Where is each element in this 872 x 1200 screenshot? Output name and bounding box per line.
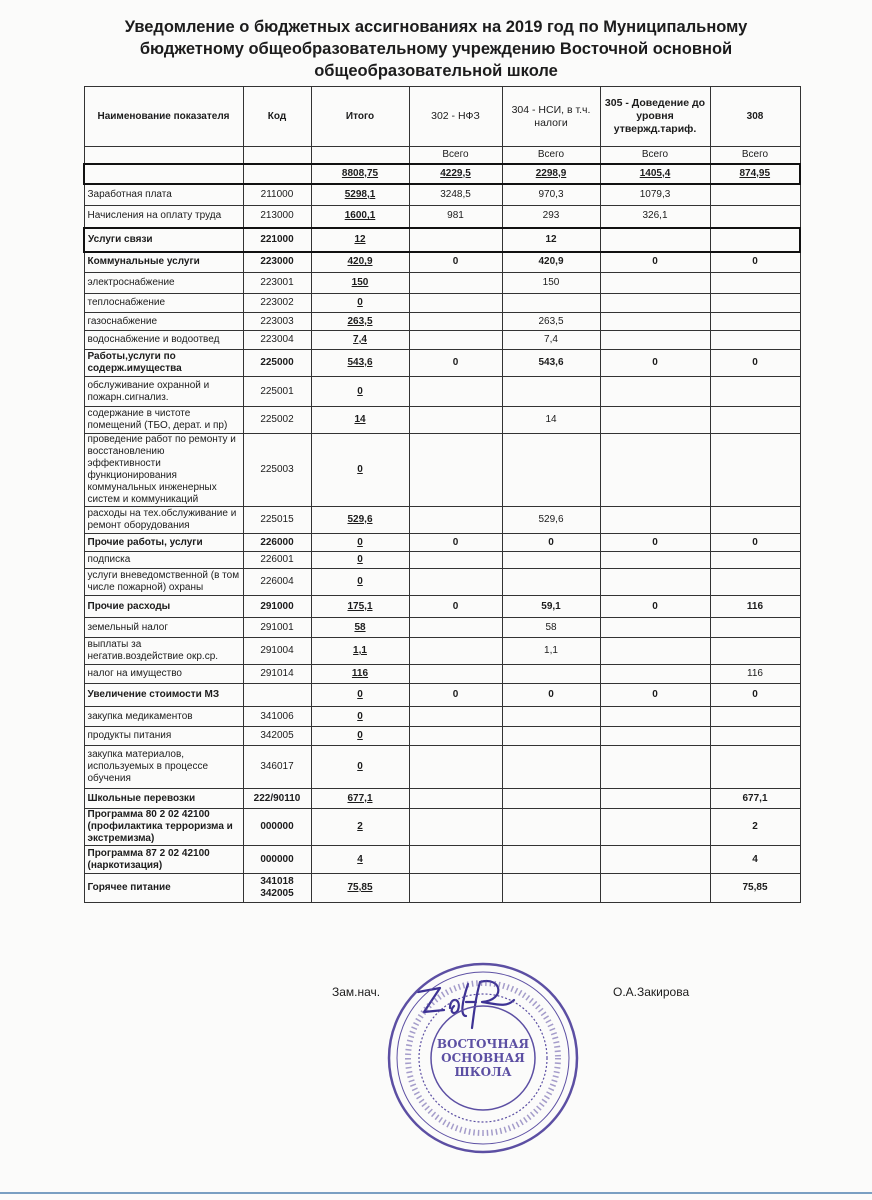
cell-c302: 981 [409,206,502,228]
cell-code: 223002 [243,294,311,313]
cell-c308 [710,727,800,746]
cell-c308 [710,228,800,252]
totals-total: 8808,75 [311,164,409,184]
cell-c308 [710,377,800,407]
cell-c302 [409,874,502,903]
cell-c305: 0 [600,684,710,707]
cell-c304: 1,1 [502,638,600,665]
cell-c305 [600,846,710,874]
stamp-line-2: ОСНОВНАЯ [441,1051,525,1065]
cell-c302: 0 [409,252,502,273]
signatory-name: О.А.Закирова [613,985,690,999]
header-name: Наименование показателя [84,87,243,147]
cell-total: 420,9 [311,252,409,273]
cell-c302 [409,789,502,809]
cell-c305 [600,331,710,350]
cell-name: Начисления на оплату труда [84,206,243,228]
cell-name: Увеличение стоимости МЗ [84,684,243,707]
table-row [84,184,800,206]
cell-name: расходы на тех.обслуживание и ремонт оборудования [84,507,243,534]
cell-name: Школьные перевозки [84,789,243,809]
cell-code: 000000 [243,809,311,846]
stamp-line-3: ШКОЛА [454,1065,512,1079]
cell-c302 [409,809,502,846]
cell-total: 5298,1 [311,184,409,206]
table-row [84,874,800,903]
cell-c305 [600,618,710,638]
table-row [84,707,800,727]
cell-c308 [710,206,800,228]
cell-code: 225003 [243,434,311,507]
cell-name: подписка [84,552,243,569]
cell-name: Заработная плата [84,184,243,206]
cell-code: 225015 [243,507,311,534]
cell-code: 213000 [243,206,311,228]
subheader-304: Всего [502,147,600,164]
cell-code: 226004 [243,569,311,596]
cell-name: закупка материалов, используемых в процессе обучения [84,746,243,789]
cell-c304 [502,294,600,313]
table-row [84,313,800,331]
cell-c304 [502,552,600,569]
cell-code: 346017 [243,746,311,789]
cell-total: 0 [311,746,409,789]
cell-code: 291000 [243,596,311,618]
cell-c305 [600,569,710,596]
cell-name: водоснабжение и водоотвед [84,331,243,350]
title-line-3: общеобразовательной школе [314,62,558,80]
table-row [84,377,800,407]
cell-total: 0 [311,552,409,569]
cell-total: 263,5 [311,313,409,331]
cell-c305 [600,746,710,789]
cell-total: 4 [311,846,409,874]
cell-total: 0 [311,707,409,727]
totals-308: 874,95 [710,164,800,184]
cell-total: 1,1 [311,638,409,665]
table-row [84,569,800,596]
cell-name: Прочие работы, услуги [84,534,243,552]
cell-code [243,684,311,707]
totals-name [84,164,243,184]
cell-name: проведение работ по ремонту и восстановлению эффективности функционирования коммунальных инженерных систем и коммуникаций [84,434,243,507]
totals-305: 1405,4 [600,164,710,184]
cell-c305 [600,707,710,727]
cell-total: 0 [311,569,409,596]
cell-c308: 75,85 [710,874,800,903]
cell-c308 [710,746,800,789]
cell-c305 [600,273,710,294]
cell-c305 [600,407,710,434]
table-row [84,809,800,846]
cell-c308 [710,313,800,331]
cell-name: земельный налог [84,618,243,638]
cell-c305: 0 [600,252,710,273]
cell-c302: 3248,5 [409,184,502,206]
budget-table [83,86,801,903]
cell-c304: 529,6 [502,507,600,534]
cell-c305 [600,727,710,746]
header-304: 304 - НСИ, в т.ч. налоги [502,87,600,147]
cell-c305: 0 [600,534,710,552]
cell-name: выплаты за негатив.воздействие окр.ср. [84,638,243,665]
cell-c308 [710,434,800,507]
cell-c305: 1079,3 [600,184,710,206]
cell-c302: 0 [409,596,502,618]
cell-c308 [710,552,800,569]
cell-c304: 0 [502,534,600,552]
cell-total: 2 [311,809,409,846]
cell-c305 [600,552,710,569]
cell-name: Услуги связи [84,228,243,252]
table-row [84,638,800,665]
cell-c304: 12 [502,228,600,252]
table-row [84,846,800,874]
table-row [84,273,800,294]
cell-c308 [710,638,800,665]
subheader-305: Всего [600,147,710,164]
cell-c302: 0 [409,534,502,552]
cell-c305 [600,377,710,407]
cell-c302 [409,228,502,252]
cell-code: 223000 [243,252,311,273]
cell-c302 [409,746,502,789]
totals-code [243,164,311,184]
table-row [84,331,800,350]
cell-c302 [409,665,502,684]
table-row [84,206,800,228]
cell-total: 543,6 [311,350,409,377]
cell-c304 [502,809,600,846]
cell-c302 [409,434,502,507]
cell-c304: 14 [502,407,600,434]
cell-c304: 58 [502,618,600,638]
cell-code: 291001 [243,618,311,638]
cell-c308: 4 [710,846,800,874]
cell-c302 [409,273,502,294]
cell-c304: 0 [502,684,600,707]
cell-c304 [502,846,600,874]
cell-name: услуги вневедомственной (в том числе пожарной) охраны [84,569,243,596]
cell-total: 7,4 [311,331,409,350]
cell-c302 [409,331,502,350]
cell-c302 [409,294,502,313]
subheader-302: Всего [409,147,502,164]
table-row [84,789,800,809]
totals-row [84,164,800,184]
table-row [84,596,800,618]
cell-c308 [710,273,800,294]
cell-name: Коммунальные услуги [84,252,243,273]
cell-c304: 970,3 [502,184,600,206]
cell-code: 222/90110 [243,789,311,809]
scan-edge-line [0,1192,872,1194]
cell-total: 0 [311,534,409,552]
title-line-1: Уведомление о бюджетных ассигнованиях на 2019 год по Муниципальному [124,18,748,36]
table-row [84,534,800,552]
cell-c304 [502,434,600,507]
school-stamp [383,958,583,1158]
cell-c304: 150 [502,273,600,294]
cell-c305 [600,638,710,665]
cell-c308 [710,294,800,313]
cell-c304: 263,5 [502,313,600,331]
table-row [84,507,800,534]
cell-total: 150 [311,273,409,294]
cell-c308 [710,507,800,534]
stamp-line-1: ВОСТОЧНАЯ [436,1037,530,1051]
cell-name: содержание в чистоте помещений (ТБО, дерат. и пр) [84,407,243,434]
table-row [84,434,800,507]
cell-name: газоснабжение [84,313,243,331]
cell-code: 291004 [243,638,311,665]
cell-c304 [502,746,600,789]
cell-c305: 0 [600,350,710,377]
cell-c308 [710,331,800,350]
cell-c305 [600,789,710,809]
table-row [84,252,800,273]
cell-c308: 2 [710,809,800,846]
cell-name: закупка медикаментов [84,707,243,727]
subheader-308: Всего [710,147,800,164]
table-row [84,684,800,707]
cell-code: 225000 [243,350,311,377]
cell-c308 [710,707,800,727]
cell-c308 [710,407,800,434]
header-308: 308 [710,87,800,147]
header-302: 302 - НФЗ [409,87,502,147]
cell-c302: 0 [409,350,502,377]
cell-name: электроснабжение [84,273,243,294]
table-row [84,618,800,638]
cell-code: 342005 [243,727,311,746]
cell-name: Программа 87 2 02 42100 (наркотизация) [84,846,243,874]
header-row [84,87,800,147]
cell-name: Прочие расходы [84,596,243,618]
cell-c308: 0 [710,534,800,552]
cell-c305 [600,874,710,903]
cell-code: 000000 [243,846,311,874]
cell-c305 [600,665,710,684]
cell-c305 [600,809,710,846]
cell-code: 226000 [243,534,311,552]
cell-name: Программа 80 2 02 42100 (профилактика терроризма и экстремизма) [84,809,243,846]
cell-total: 116 [311,665,409,684]
cell-c305 [600,294,710,313]
cell-name: теплоснабжение [84,294,243,313]
cell-code: 226001 [243,552,311,569]
cell-name: обслуживание охранной и пожарн.сигнализ. [84,377,243,407]
document-title [60,16,812,82]
cell-code: 341018 342005 [243,874,311,903]
cell-c304: 293 [502,206,600,228]
cell-c305: 0 [600,596,710,618]
table-row [84,228,800,252]
table-row [84,294,800,313]
cell-c308: 0 [710,252,800,273]
cell-c302 [409,377,502,407]
cell-c302 [409,507,502,534]
cell-total: 0 [311,434,409,507]
cell-c304: 59,1 [502,596,600,618]
cell-c308: 0 [710,684,800,707]
cell-c305 [600,228,710,252]
table-row [84,350,800,377]
cell-c304: 7,4 [502,331,600,350]
table-row [84,727,800,746]
cell-c308: 677,1 [710,789,800,809]
cell-c304: 543,6 [502,350,600,377]
title-line-2: бюджетному общеобразовательному учреждению Восточной основной [139,40,733,58]
totals-304: 2298,9 [502,164,600,184]
cell-code: 223004 [243,331,311,350]
cell-name: Горячее питание [84,874,243,903]
cell-code: 221000 [243,228,311,252]
cell-total: 0 [311,684,409,707]
cell-code: 225001 [243,377,311,407]
cell-total: 14 [311,407,409,434]
cell-c302 [409,552,502,569]
cell-c302: 0 [409,684,502,707]
cell-code: 341006 [243,707,311,727]
cell-c304 [502,569,600,596]
cell-total: 75,85 [311,874,409,903]
cell-c308: 116 [710,596,800,618]
table-row [84,665,800,684]
cell-c308 [710,184,800,206]
cell-c302 [409,618,502,638]
cell-c302 [409,707,502,727]
cell-c302 [409,407,502,434]
cell-code: 223001 [243,273,311,294]
cell-c302 [409,569,502,596]
cell-total: 1600,1 [311,206,409,228]
cell-c308: 0 [710,350,800,377]
cell-c305 [600,313,710,331]
cell-total: 0 [311,377,409,407]
header-305: 305 - Доведение до уровня утвержд.тариф. [600,87,710,147]
cell-code: 223003 [243,313,311,331]
header-code: Код [243,87,311,147]
header-total: Итого [311,87,409,147]
cell-c302 [409,638,502,665]
cell-c302 [409,727,502,746]
cell-total: 0 [311,727,409,746]
table-row [84,407,800,434]
cell-total: 175,1 [311,596,409,618]
cell-c304: 420,9 [502,252,600,273]
signature-position: Зам.нач. [332,985,381,999]
cell-total: 677,1 [311,789,409,809]
cell-c308: 116 [710,665,800,684]
cell-name: Работы,услуги по содерж.имущества [84,350,243,377]
subheader-row [84,147,800,164]
cell-c304 [502,377,600,407]
cell-c304 [502,727,600,746]
cell-c305 [600,434,710,507]
cell-c302 [409,846,502,874]
cell-c304 [502,874,600,903]
cell-name: налог на имущество [84,665,243,684]
cell-c308 [710,569,800,596]
cell-c302 [409,313,502,331]
cell-total: 58 [311,618,409,638]
cell-total: 529,6 [311,507,409,534]
cell-c305 [600,507,710,534]
cell-code: 225002 [243,407,311,434]
cell-code: 291014 [243,665,311,684]
cell-c305: 326,1 [600,206,710,228]
cell-total: 0 [311,294,409,313]
cell-name: продукты питания [84,727,243,746]
cell-code: 211000 [243,184,311,206]
table-row [84,746,800,789]
cell-c304 [502,665,600,684]
cell-c308 [710,618,800,638]
cell-c304 [502,707,600,727]
totals-302: 4229,5 [409,164,502,184]
stamp-text [383,958,583,1158]
table-row [84,552,800,569]
cell-total: 12 [311,228,409,252]
cell-c304 [502,789,600,809]
